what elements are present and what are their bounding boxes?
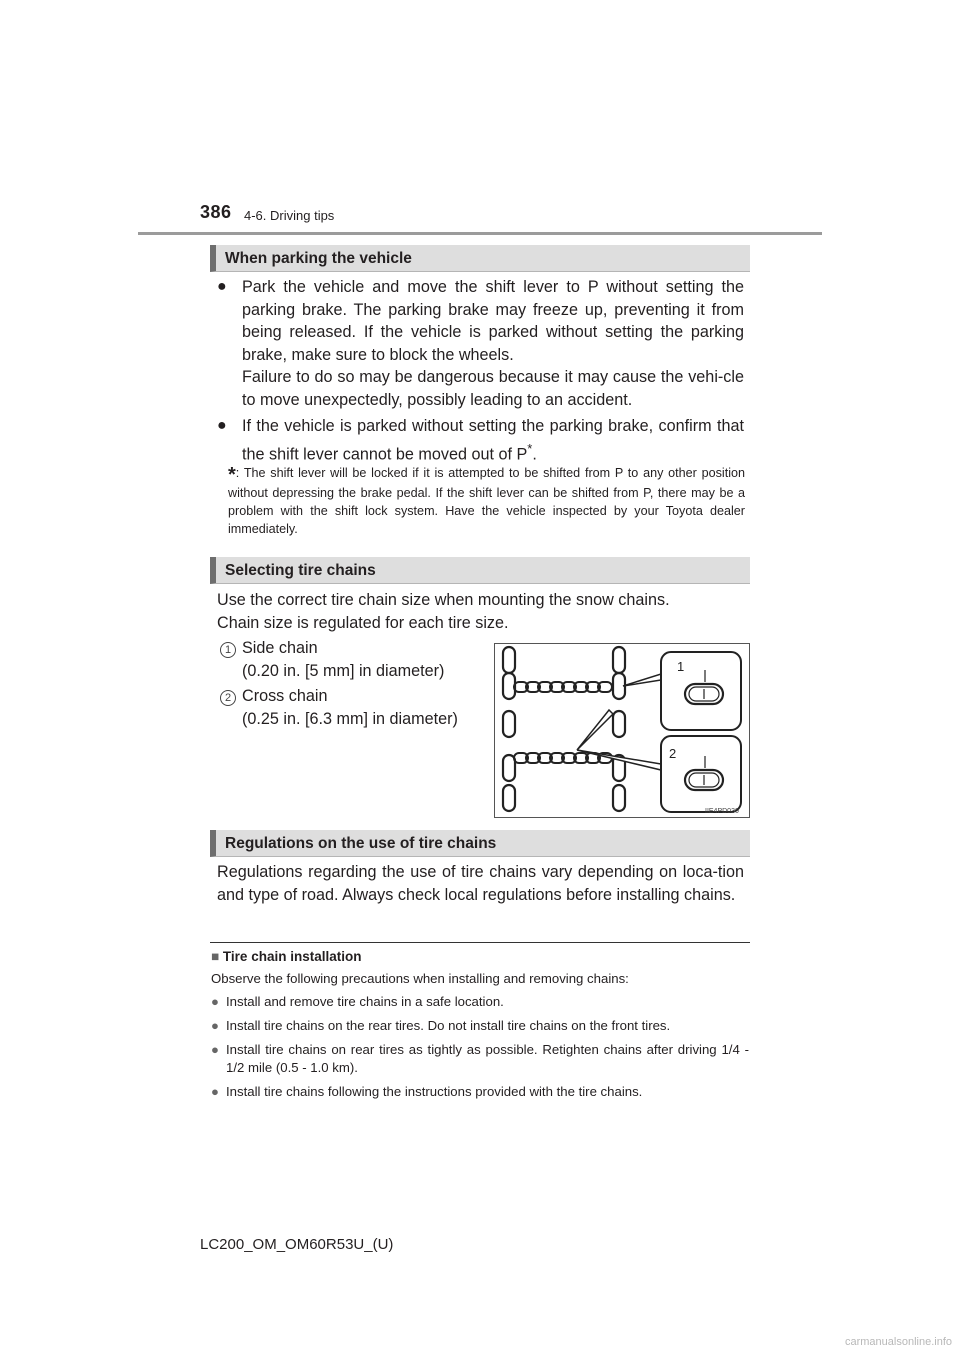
square-marker-icon: ■ [211, 949, 220, 964]
installation-bullet-4-text: Install tire chains following the instructions provided with the tire chains. [226, 1084, 643, 1099]
installation-bullet-3 [211, 1041, 749, 1077]
parking-bullet-1 [217, 276, 744, 412]
installation-bullet-2-text: Install tire chains on the rear tires. Do not install tire chains on the front tires. [226, 1018, 671, 1033]
parking-bullet-2 [217, 415, 744, 466]
selecting-intro [217, 589, 744, 634]
tire-chain-illustration [495, 644, 749, 817]
legend-detail-2: (0.25 in. [6.3 mm] in diameter) [242, 709, 458, 728]
legend-number-1: 1 [220, 642, 236, 658]
parking-bullet-1-text: Park the vehicle and move the shift lever to P without setting the parking brake. The parking brake may freeze up, preventing it from being released. If the vehicle is parked without setting the parking brake, make sure to block the wheels. [242, 278, 744, 364]
section-reference: 4-6. Driving tips [244, 208, 335, 223]
footnote [228, 464, 745, 538]
heading-when-parking: When parking the vehicle [210, 245, 750, 272]
heading-selecting-tire-chains: Selecting tire chains [210, 557, 750, 584]
side-chain-left [503, 647, 515, 811]
legend-number-2: 2 [220, 690, 236, 706]
cross-chain-upper [514, 682, 612, 692]
tire-chain-figure [494, 643, 750, 818]
parking-bullet-1-continuation: Failure to do so may be dangerous because it may cause the vehi-cle to move unexpectedly, possibly leading to an accident. [242, 368, 744, 409]
installation-heading [211, 949, 361, 964]
regulations-text: Regulations regarding the use of tire chains vary depending on loca-tion and type of road. Always check local regulations before installing chains. [217, 863, 744, 904]
bullet-dot: ● [211, 1018, 219, 1033]
callout-label-2: 2 [669, 746, 677, 761]
legend-detail-1: (0.20 in. [5 mm] in diameter) [242, 661, 445, 680]
selecting-line-1: Use the correct tire chain size when mounting the snow chains. [217, 591, 670, 609]
section-divider [210, 942, 750, 943]
installation-bullet-4 [211, 1083, 749, 1101]
bullet-dot: ● [217, 417, 227, 434]
installation-bullet-1-text: Install and remove tire chains in a safe location. [226, 994, 504, 1009]
installation-title: Tire chain installation [222, 949, 362, 964]
bullet-dot: ● [211, 1084, 219, 1099]
bullet-2-period: . [532, 444, 537, 463]
callout-box-2 [661, 736, 741, 812]
installation-intro: Observe the following precautions when installing and removing chains: [211, 971, 629, 986]
side-chain-right [613, 647, 625, 811]
manual-code: LC200_OM_OM60R53U_(U) [200, 1236, 394, 1253]
bullet-dot: ● [211, 994, 219, 1009]
legend-name-2: Cross chain [242, 687, 328, 705]
legend-name-1: Side chain [242, 639, 318, 657]
bullet-dot: ● [211, 1042, 219, 1057]
legend-item-side-chain [242, 637, 444, 682]
callout-label-1: 1 [677, 659, 685, 674]
footnote-asterisk: * [527, 440, 533, 456]
header-rule [138, 232, 822, 235]
installation-bullet-1 [211, 993, 749, 1011]
heading-regulations: Regulations on the use of tire chains [210, 830, 750, 857]
page-number: 386 [200, 202, 232, 222]
installation-bullet-2 [211, 1017, 749, 1035]
installation-bullet-3-text: Install tire chains on rear tires as tightly as possible. Retighten chains after driving 1/4 - 1/2 mile (0.5 - 1.0 km). [226, 1042, 749, 1075]
selecting-line-2: Chain size is regulated for each tire size. [217, 613, 509, 632]
callout-box-1 [661, 652, 741, 730]
footnote-text: : The shift lever will be locked if it is attempted to be shifted from P to any other position without depressing the brake pedal. If the shift lever can be shifted from P, there may be a problem with the shift lock system. Have the vehicle inspected by your Toyota dealer immediately. [228, 466, 745, 536]
footnote-star: * [228, 464, 236, 486]
parking-bullet-2-text: If the vehicle is parked without setting the parking brake, confirm that the shift lever cannot be moved out of P [242, 417, 744, 463]
figure-code: IIE4PD030 [705, 808, 739, 815]
bullet-dot: ● [217, 278, 227, 295]
site-watermark: carmanualsonline.info [844, 1336, 952, 1348]
legend-item-cross-chain [242, 685, 458, 730]
